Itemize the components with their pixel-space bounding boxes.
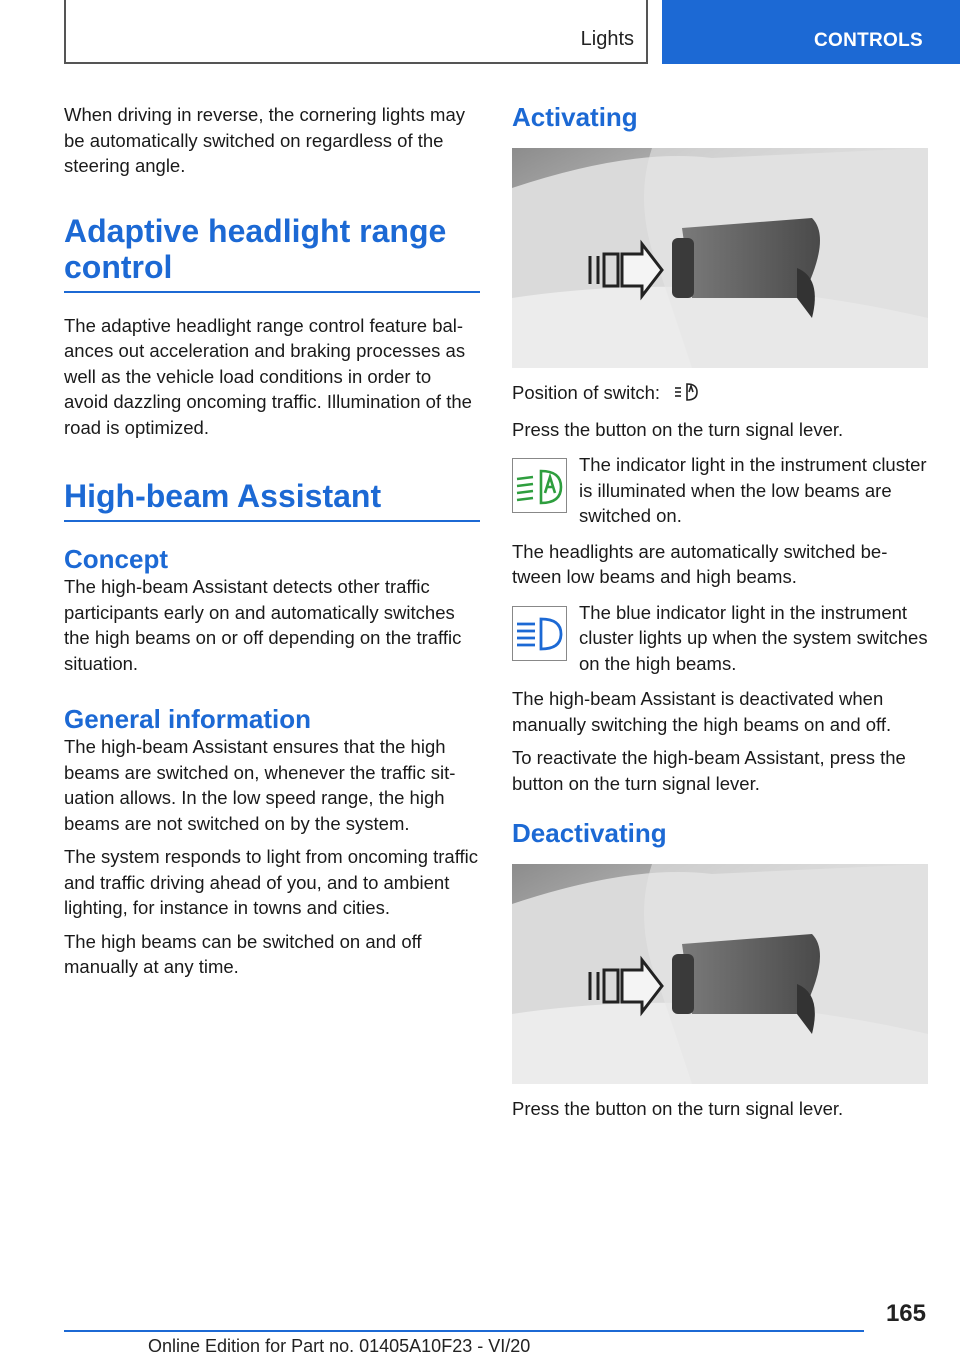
- press-button-paragraph: Press the button on the turn signal lever.: [512, 418, 844, 440]
- adaptive-paragraph: The adaptive headlight range control feature balances out acceleration and braking processes as well as the vehicle load conditions in order to avoid dazzling oncoming traffic. Illumination of the road is optimized.: [64, 314, 472, 438]
- green-indicator-row: [512, 452, 928, 529]
- press-button-paragraph-2: Press the button on the turn signal lever.: [512, 1098, 844, 1119]
- right-column: [512, 102, 928, 1130]
- position-of-switch: [512, 380, 928, 409]
- turn-signal-lever-photo-deactivating: [512, 864, 928, 1084]
- footer-divider: [64, 1330, 864, 1332]
- heading-deactivating: Deactivating: [512, 818, 667, 848]
- lever-illustration-2: [512, 864, 928, 1084]
- deactivated-manual-paragraph: The high-beam Assistant is deactivated when manually switching the high beams on and off.: [512, 688, 892, 735]
- high-beam-indicator-icon: [512, 606, 567, 661]
- chapter-tab: [662, 0, 960, 64]
- general-paragraph-3: The high beams can be switched on and off manually at any time.: [64, 930, 422, 977]
- footer-edition: Online Edition for Part no. 01405A10F23 - VI/20: [148, 1336, 531, 1356]
- lever-illustration: [512, 148, 928, 368]
- intro-paragraph: When driving in reverse, the cornering lights may be automatically switched on regardless of the steering angle.: [64, 104, 466, 176]
- reactivate-paragraph: To reactivate the high-beam Assistant, press the button on the turn signal lever.: [512, 747, 906, 794]
- heading-concept: Concept: [64, 544, 168, 574]
- heading-high-beam-assistant: High-beam Assistant: [64, 478, 480, 522]
- header-box: [64, 0, 648, 64]
- position-label: Position of switch:: [512, 382, 661, 404]
- heading-activating: Activating: [512, 102, 638, 132]
- general-paragraph-1: The high-beam Assistant ensures that the high beams are switched on, whenever the traffic situation allows. In the low speed range, the high beams are not switched on by the system.: [64, 736, 456, 834]
- page-number: 165: [885, 1300, 926, 1327]
- blue-indicator-row: [512, 600, 928, 677]
- chapter-tab-label: CONTROLS: [814, 30, 924, 51]
- left-column: [64, 102, 480, 988]
- auto-headlight-icon: [673, 380, 699, 409]
- section-title: Lights: [580, 28, 634, 50]
- heading-adaptive-headlight: Adaptive headlight range control: [64, 213, 480, 293]
- heading-general-information: General information: [64, 704, 312, 734]
- green-indicator-text: The indicator light in the instrument cluster is illuminated when the low beams are switched on.: [579, 454, 927, 526]
- low-beam-auto-indicator-icon: [512, 458, 567, 513]
- auto-switch-paragraph: The headlights are automatically switched between low beams and high beams.: [512, 540, 888, 587]
- turn-signal-lever-photo-activating: [512, 148, 928, 368]
- general-paragraph-2: The system responds to light from oncoming traffic and traffic driving ahead of you, and to ambient lighting, for instance in towns and cities.: [64, 846, 479, 918]
- concept-paragraph: The high-beam Assistant detects other traffic participants early on and automatically switches the high beams on or off depending on the traffic situation.: [64, 576, 462, 674]
- blue-indicator-text: The blue indicator light in the instrument cluster lights up when the system switches on the high beams.: [579, 601, 928, 674]
